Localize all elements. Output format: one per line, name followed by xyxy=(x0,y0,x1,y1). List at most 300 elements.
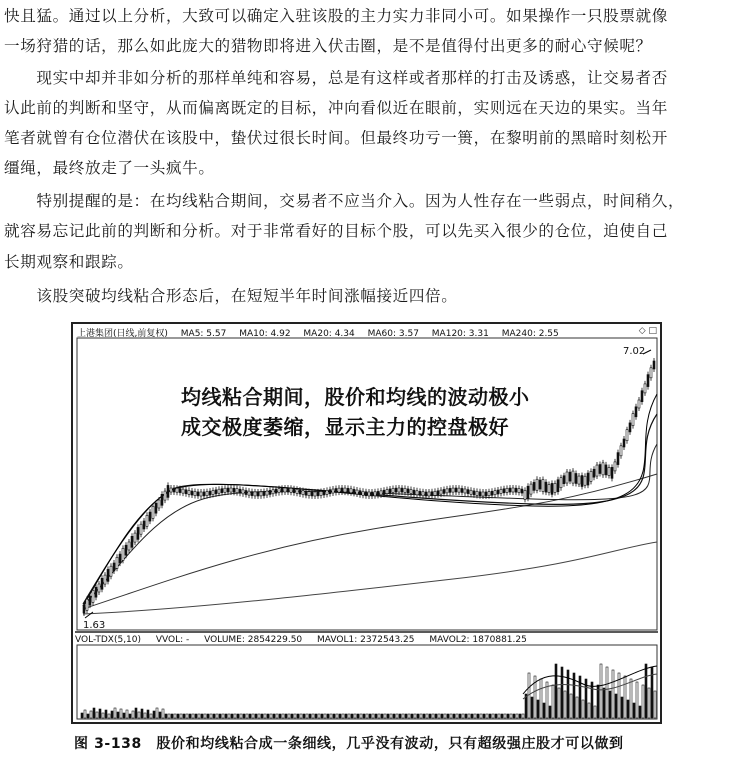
volume-bar xyxy=(609,691,611,718)
volume-bar xyxy=(633,703,635,718)
volume-bar xyxy=(96,712,98,718)
volume-bar xyxy=(108,714,110,718)
candle-body xyxy=(116,557,118,568)
volume-bar xyxy=(276,714,278,718)
volume-bar xyxy=(420,714,422,718)
volume-bar xyxy=(537,700,539,718)
volume-bar xyxy=(399,714,401,718)
candle-body xyxy=(92,590,94,602)
volume-bar xyxy=(483,714,485,718)
candle-body xyxy=(119,554,121,563)
candle-body xyxy=(428,492,430,496)
volume-bar xyxy=(105,710,107,718)
paragraph-7: 特别提醒的是：在均线粘合期间，交易者不应当介入。因为人性存在一些弱点，时间稍久， xyxy=(4,192,685,210)
candle-body xyxy=(413,490,415,494)
candle-body xyxy=(347,488,349,492)
volume-bar xyxy=(114,708,116,718)
candle-body xyxy=(344,488,346,492)
volume-bar xyxy=(600,664,602,718)
candle-body xyxy=(311,492,313,496)
candle-body xyxy=(137,527,139,539)
volume-bar xyxy=(321,714,323,718)
candle-body xyxy=(572,471,574,483)
candle-body xyxy=(287,488,289,492)
volume-bar xyxy=(531,697,533,718)
candle-body xyxy=(383,490,385,494)
volume-bar xyxy=(144,713,146,718)
candle-body xyxy=(536,479,538,490)
candle-body xyxy=(104,575,106,584)
volume-bar xyxy=(297,714,299,718)
candle-body xyxy=(359,491,361,495)
volume-bar xyxy=(588,703,590,718)
candle-body xyxy=(167,485,169,497)
volume-bar xyxy=(234,714,236,718)
candle-body xyxy=(647,375,649,387)
candle-body xyxy=(353,489,355,493)
volume-bar xyxy=(120,709,122,718)
volume-bar xyxy=(312,714,314,718)
candle-body xyxy=(473,491,475,495)
volume-bar xyxy=(243,714,245,718)
candle-body xyxy=(497,490,499,494)
candle-body xyxy=(215,490,217,494)
volume-bar xyxy=(642,685,644,718)
candle-body xyxy=(125,545,127,555)
candle-body xyxy=(530,484,532,494)
candle-body xyxy=(248,491,250,495)
volume-bar xyxy=(327,714,329,718)
candle-body xyxy=(179,489,181,493)
candle-body xyxy=(608,467,610,475)
candle-body xyxy=(404,488,406,492)
candle-body xyxy=(257,492,259,496)
paragraph-2: 一场狩猎的话，那么如此庞大的猎物即将进入伏击圈，是不是值得付出更多的耐心守候呢？ xyxy=(4,37,652,55)
candle-body xyxy=(263,492,265,496)
candle-body xyxy=(623,439,625,447)
candle-body xyxy=(584,476,586,485)
candle-body xyxy=(548,484,550,492)
volume-bar xyxy=(207,714,209,718)
ma10-value: MA10: 4.92 xyxy=(239,329,291,339)
candle-body xyxy=(332,489,334,493)
candle-body xyxy=(260,492,262,496)
volume-bar xyxy=(540,679,542,718)
candle-body xyxy=(101,578,103,589)
candle-body xyxy=(122,548,124,560)
volume-bar xyxy=(375,714,377,718)
volume-bar xyxy=(549,706,551,718)
ma20-line xyxy=(83,414,657,604)
candle-body xyxy=(83,605,85,613)
volume-bar xyxy=(627,700,629,718)
volume-bar xyxy=(186,714,188,718)
volume-bar xyxy=(372,714,374,718)
volume-bar xyxy=(516,714,518,718)
candle-body xyxy=(650,368,652,378)
candle-body xyxy=(506,488,508,492)
volume-bar xyxy=(438,714,440,718)
candle-body xyxy=(89,596,91,605)
volume-bar xyxy=(360,714,362,718)
candle-body xyxy=(386,490,388,494)
candle-body xyxy=(467,490,469,494)
candle-body xyxy=(569,472,571,481)
candle-body xyxy=(545,482,547,492)
paragraph-9: 长期观察和跟踪。 xyxy=(4,253,134,271)
volume-bar xyxy=(201,714,203,718)
volume-bar xyxy=(639,706,641,718)
volume-bar xyxy=(273,714,275,718)
candle-body xyxy=(239,489,241,493)
volume-bar xyxy=(324,714,326,718)
volume-bar xyxy=(561,667,563,718)
volume-bar xyxy=(594,706,596,718)
candle-body xyxy=(323,491,325,495)
volume-bar xyxy=(474,714,476,718)
low-marker xyxy=(85,612,93,618)
volume-bar xyxy=(492,714,494,718)
candle-body xyxy=(320,491,322,495)
candle-body xyxy=(242,490,244,494)
candle-body xyxy=(470,490,472,494)
paragraph-8: 就容易忘记此前的判断和分析。对于非常看好的目标个股，可以先买入很少的仓位，迫使自己 xyxy=(4,222,668,240)
candle-body xyxy=(503,489,505,493)
candle-body xyxy=(440,490,442,494)
volume-bar xyxy=(354,714,356,718)
volume-bar xyxy=(507,714,509,718)
candle-body xyxy=(425,492,427,496)
volume-bar xyxy=(300,714,302,718)
volume-bar xyxy=(111,711,113,718)
candle-body xyxy=(146,515,148,526)
candle-body xyxy=(437,491,439,495)
volume-bar xyxy=(237,714,239,718)
volume-bar xyxy=(141,709,143,718)
volume-bar xyxy=(189,714,191,718)
candle-body xyxy=(476,491,478,495)
candle-body xyxy=(278,489,280,493)
candle-body xyxy=(230,488,232,492)
candle-body xyxy=(596,465,598,476)
candle-body xyxy=(185,490,187,494)
volume-bar xyxy=(138,712,140,718)
candle-body xyxy=(479,492,481,496)
candle-body xyxy=(317,492,319,496)
volume-bar xyxy=(552,685,554,718)
candle-body xyxy=(161,494,163,505)
chart-header xyxy=(77,326,569,339)
candle-body xyxy=(302,491,304,495)
candle-body xyxy=(593,469,595,477)
candle-body xyxy=(293,489,295,493)
volume-bar xyxy=(87,714,89,718)
volume-bar xyxy=(489,714,491,718)
volume-bar xyxy=(315,714,317,718)
candle-body xyxy=(95,587,97,597)
candle-body xyxy=(362,491,364,495)
candle-body xyxy=(98,584,100,592)
candle-body xyxy=(500,489,502,493)
candle-body xyxy=(431,492,433,496)
volume-bar xyxy=(333,714,335,718)
candle-body xyxy=(578,476,580,484)
candle-body xyxy=(461,488,463,492)
volume-bar xyxy=(477,714,479,718)
volume-bar xyxy=(306,714,308,718)
volume-bar xyxy=(288,714,290,718)
candle-body xyxy=(422,492,424,496)
volume-bar xyxy=(429,714,431,718)
mavol1-value: MAVOL1: 2372543.25 xyxy=(317,635,415,645)
volume-bar xyxy=(576,697,578,718)
volume-bar xyxy=(279,714,281,718)
candle-body xyxy=(455,488,457,492)
candle-body xyxy=(113,563,115,571)
paragraph-6: 缰绳，最终放走了一头疯牛。 xyxy=(4,159,215,177)
candle-body xyxy=(329,490,331,494)
candle-body xyxy=(200,492,202,496)
paragraph-10: 该股突破均线粘合形态后，在短短半年时间涨幅接近四倍。 xyxy=(4,287,458,305)
volume-bar xyxy=(462,714,464,718)
volume-bar xyxy=(285,714,287,718)
vvol-value: VVOL: - xyxy=(155,635,190,645)
volume-bar xyxy=(294,714,296,718)
candle-body xyxy=(392,488,394,492)
candle-body xyxy=(635,407,637,417)
volume-bar xyxy=(84,710,86,718)
volume-bar xyxy=(615,694,617,718)
chart-annotation xyxy=(181,382,530,442)
volume-title: VOL-TDX(5,10) xyxy=(75,635,142,645)
volume-bar xyxy=(81,713,83,718)
candle-body xyxy=(164,491,166,500)
volume-bar xyxy=(363,714,365,718)
volume-bar xyxy=(339,714,341,718)
volume-bar xyxy=(210,714,212,718)
volume-bar xyxy=(495,714,497,718)
volume-bar xyxy=(405,714,407,718)
volume-bar xyxy=(129,714,131,718)
volume-bar xyxy=(480,714,482,718)
candle-body xyxy=(410,489,412,493)
volume-bar xyxy=(465,714,467,718)
volume-bar xyxy=(162,709,164,718)
candle-body xyxy=(401,488,403,492)
volume-bar xyxy=(396,714,398,718)
volume-bar xyxy=(270,714,272,718)
candle-body xyxy=(488,492,490,496)
volume-bar xyxy=(510,714,512,718)
candle-body xyxy=(110,566,112,576)
volume-bar xyxy=(99,709,101,718)
volume-bar xyxy=(264,714,266,718)
volume-bar xyxy=(456,714,458,718)
volume-bar xyxy=(222,714,224,718)
volume-bar xyxy=(417,714,419,718)
volume-header xyxy=(75,635,539,645)
candle-body xyxy=(638,400,640,408)
volume-bar xyxy=(174,714,176,718)
volume-bar xyxy=(168,714,170,718)
volume-bar xyxy=(381,714,383,718)
candle-body xyxy=(218,489,220,493)
annotation-line-2: 成交极度萎缩，显示主力的控盘极好 xyxy=(181,415,509,439)
candle-body xyxy=(176,488,178,492)
volume-bar xyxy=(468,714,470,718)
volume-bar xyxy=(348,714,350,718)
candle-body xyxy=(554,483,556,492)
candle-body xyxy=(341,488,343,492)
candle-body xyxy=(644,384,646,393)
volume-bar xyxy=(504,714,506,718)
volume-bar xyxy=(204,714,206,718)
paragraph-4: 认此前的判断和坚守，从而偏离既定的目标，冲向看似近在眼前，实则远在天边的果实。当年 xyxy=(4,99,668,117)
candle-body xyxy=(266,491,268,495)
candle-body xyxy=(521,489,523,493)
candle-body xyxy=(617,453,619,465)
candle-body xyxy=(575,473,577,483)
candle-body xyxy=(233,488,235,492)
ma240-line xyxy=(83,542,657,614)
volume-bar xyxy=(432,714,434,718)
candle-body xyxy=(587,473,589,485)
volume-bar xyxy=(219,714,221,718)
volume-bar xyxy=(357,714,359,718)
volume-bar xyxy=(282,714,284,718)
volume-value: VOLUME: 2854229.50 xyxy=(204,635,303,645)
candle-body xyxy=(182,489,184,493)
annotation-line-1: 均线粘合期间，股价和均线的波动极小 xyxy=(181,385,530,409)
volume-bar xyxy=(654,691,656,718)
candle-body xyxy=(281,488,283,492)
volume-bar xyxy=(366,714,368,718)
candle-body xyxy=(629,423,631,432)
candle-body xyxy=(356,490,358,494)
volume-bar xyxy=(543,703,545,718)
volume-bar xyxy=(195,714,197,718)
candle-body xyxy=(275,489,277,493)
volume-bar xyxy=(447,714,449,718)
volume-bar xyxy=(351,714,353,718)
candle-body xyxy=(227,488,229,492)
chart-corner-icons[interactable]: ◇ □ xyxy=(638,326,657,336)
candle-body xyxy=(269,490,271,494)
candle-body xyxy=(416,491,418,495)
volume-bar xyxy=(123,713,125,718)
candle-body xyxy=(449,488,451,492)
candle-body xyxy=(245,491,247,495)
candle-body xyxy=(377,491,379,495)
volume-bar xyxy=(147,710,149,718)
candle-body xyxy=(512,488,514,492)
candle-body xyxy=(407,489,409,493)
volume-bar xyxy=(411,714,413,718)
candle-body xyxy=(626,430,628,441)
candle-body xyxy=(335,489,337,493)
candle-body xyxy=(209,491,211,495)
candle-body xyxy=(533,482,535,490)
candle-body xyxy=(350,489,352,493)
volume-bar xyxy=(291,714,293,718)
volume-bar xyxy=(255,714,257,718)
volume-bar xyxy=(390,714,392,718)
volume-bar xyxy=(267,714,269,718)
candle-body xyxy=(482,492,484,496)
volume-bar xyxy=(165,714,167,718)
candle-body xyxy=(194,492,196,496)
volume-bar xyxy=(345,714,347,718)
candle-body xyxy=(524,490,526,499)
candle-body xyxy=(191,491,193,495)
candle-body xyxy=(326,490,328,494)
paragraph-1: 快且猛。通过以上分析，大致可以确定入驻该股的主力实力非同小可。如果操作一只股票就像 xyxy=(4,7,668,25)
volume-bar xyxy=(231,714,233,718)
volume-bar xyxy=(624,676,626,718)
volume-bar xyxy=(570,694,572,718)
volume-bar xyxy=(558,688,560,718)
low-price-label: 1.63 xyxy=(83,620,106,631)
volume-bar xyxy=(648,688,650,718)
candle-body xyxy=(371,492,373,496)
candle-body xyxy=(560,478,562,488)
volume-bar xyxy=(522,714,524,718)
volume-bar xyxy=(318,714,320,718)
candle-body xyxy=(395,488,397,492)
volume-bar xyxy=(180,714,182,718)
volume-bar xyxy=(486,714,488,718)
candle-body xyxy=(515,488,517,492)
candle-body xyxy=(566,472,568,483)
figure-caption: 图 3-138 股价和均线粘合成一条细线，几乎没有波动，只有超级强庄股才可以做到 xyxy=(74,736,624,752)
volume-bar xyxy=(387,714,389,718)
volume-bar xyxy=(519,714,521,718)
candle-body xyxy=(221,489,223,493)
candle-body xyxy=(653,361,655,369)
candle-body xyxy=(620,446,622,456)
volume-bar xyxy=(564,691,566,718)
candle-body xyxy=(197,492,199,496)
volume-bar xyxy=(249,714,251,718)
volume-bar xyxy=(171,714,173,718)
candle-body xyxy=(509,488,511,492)
candle-body xyxy=(155,503,157,513)
ma240-value: MA240: 2.55 xyxy=(501,329,559,339)
volume-bar xyxy=(303,714,305,718)
candle-body xyxy=(314,492,316,496)
volume-bars xyxy=(81,664,656,718)
candle-body xyxy=(290,488,292,492)
candle-body xyxy=(443,489,445,493)
volume-bar xyxy=(582,700,584,718)
volume-bar xyxy=(603,688,605,718)
volume-bar xyxy=(225,714,227,718)
volume-bar xyxy=(156,708,158,718)
candle-body xyxy=(446,489,448,493)
candle-body xyxy=(641,391,643,402)
volume-bar xyxy=(459,714,461,718)
candle-body xyxy=(107,569,109,581)
candle-body xyxy=(254,492,256,496)
candle-body xyxy=(485,492,487,496)
candle-body xyxy=(599,465,601,474)
candle-body xyxy=(398,488,400,492)
candle-body xyxy=(308,492,310,496)
volume-bar xyxy=(444,714,446,718)
volume-bar xyxy=(612,670,614,718)
candle-body xyxy=(128,542,130,550)
volume-bar xyxy=(135,708,137,718)
